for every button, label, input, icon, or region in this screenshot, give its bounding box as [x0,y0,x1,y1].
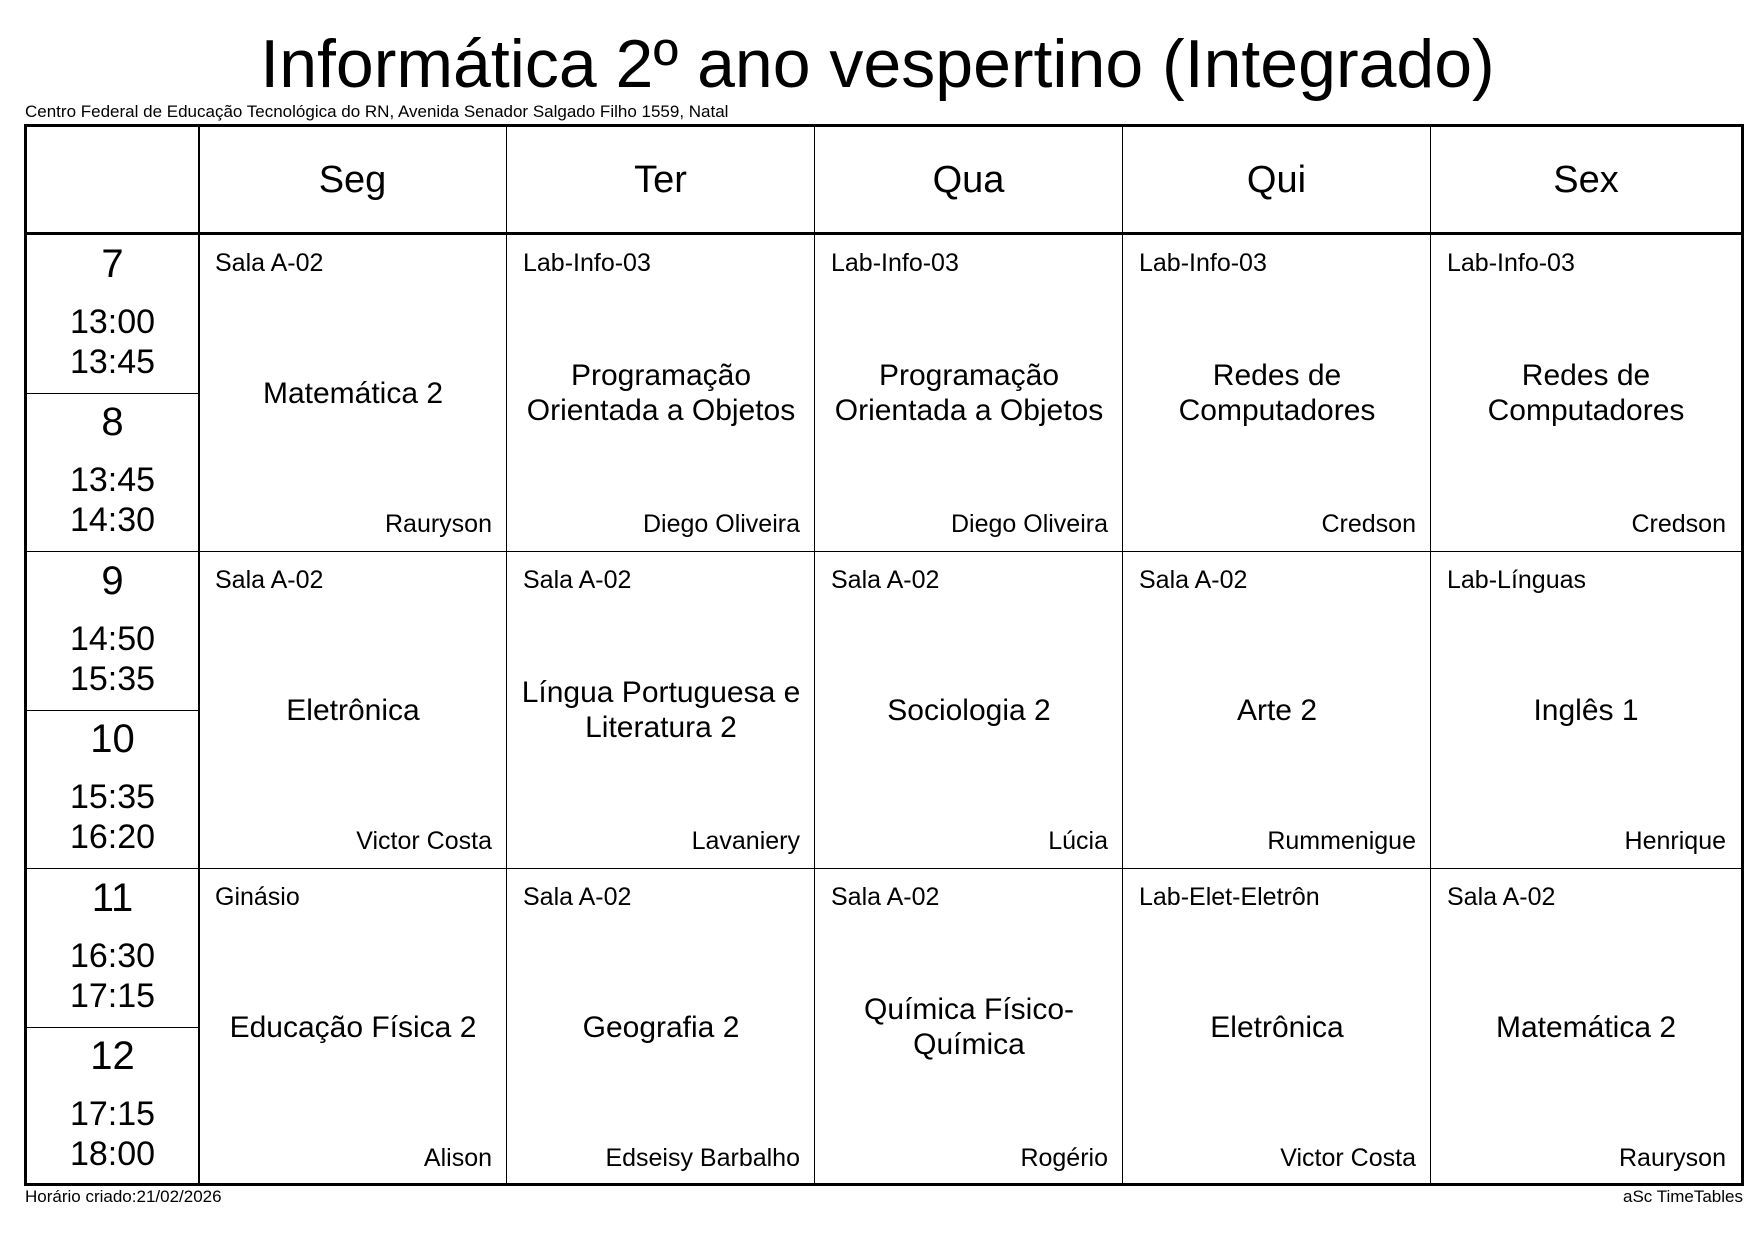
timetable-grid [24,124,1744,1186]
period-end-time: 13:45 [69,343,156,381]
lesson-room: Lab-Elet-Eletrôn [1139,883,1320,911]
period-label [27,552,198,710]
lesson-teacher: Rogério [1020,1144,1108,1172]
period-end-time: 14:30 [69,501,156,539]
day-header-seg: Seg [318,158,387,201]
lesson-cell [199,869,507,1185]
lesson-subject: Inglês 1 [1533,693,1639,727]
day-header-qua: Qua [932,158,1005,201]
lesson-teacher: Rauryson [385,510,492,538]
period-start-time: 16:30 [69,937,156,975]
software-credit: aSc TimeTables [1623,1187,1743,1206]
lesson-subject: Química Físico-Química [863,993,1075,1061]
lesson-teacher: Victor Costa [1280,1144,1416,1172]
lesson-subject: Programação Orientada a Objetos [834,359,1104,427]
lesson-subject: Programação Orientada a Objetos [526,359,796,427]
lesson-room: Sala A-02 [831,883,940,911]
lesson-room: Sala A-02 [1139,566,1248,594]
lesson-teacher: Credson [1321,510,1416,538]
period-start-time: 13:45 [69,461,156,499]
lesson-room: Sala A-02 [523,566,632,594]
period-label [27,235,198,393]
lesson-cell [815,552,1123,868]
lesson-teacher: Diego Oliveira [950,510,1108,538]
school-address: Centro Federal de Educação Tecnológica do RN, Avenida Senador Salgado Filho 1559, Natal [25,102,729,121]
lesson-room: Ginásio [215,883,300,911]
lesson-subject: Geografia 2 [582,1010,740,1044]
lesson-cell [815,869,1123,1185]
lesson-teacher: Credson [1631,510,1726,538]
lesson-teacher: Victor Costa [356,827,492,855]
lesson-subject: Eletrônica [286,693,420,727]
lesson-cell [199,552,507,868]
lesson-cell [1431,869,1741,1185]
lesson-room: Sala A-02 [523,883,632,911]
lesson-teacher: Lúcia [1048,827,1108,855]
lesson-cell [199,235,507,551]
period-number: 7 [101,242,124,286]
created-date: Horário criado:21/02/2026 [25,1187,222,1206]
lesson-teacher: Alison [423,1144,492,1172]
lesson-subject: Sociologia 2 [887,693,1051,727]
lesson-teacher: Henrique [1624,827,1726,855]
lesson-cell [507,869,815,1185]
lesson-room: Sala A-02 [1447,883,1556,911]
period-start-time: 17:15 [69,1095,156,1133]
day-header-qui: Qui [1246,158,1307,201]
lesson-cell [1123,235,1431,551]
lesson-room: Sala A-02 [831,566,940,594]
period-end-time: 15:35 [69,660,156,698]
lesson-teacher: Rauryson [1619,1144,1726,1172]
lesson-subject: Educação Física 2 [229,1010,477,1044]
period-end-time: 16:20 [69,818,156,856]
lesson-teacher: Lavaniery [691,827,800,855]
lesson-subject: Matemática 2 [1495,1010,1677,1044]
period-start-time: 15:35 [69,778,156,816]
lesson-subject: Matemática 2 [262,376,444,410]
day-header-sex: Sex [1553,158,1619,201]
lesson-subject: Eletrônica [1210,1010,1344,1044]
period-number: 10 [90,717,135,761]
period-number: 12 [90,1034,135,1078]
lesson-cell [815,235,1123,551]
period-label [27,393,198,551]
lesson-room: Lab-Info-03 [1139,249,1267,277]
lesson-subject: Redes de Computadores [1487,359,1685,427]
lesson-room: Lab-Info-03 [831,249,959,277]
lesson-teacher: Rummenigue [1267,827,1416,855]
lesson-subject: Arte 2 [1236,693,1318,727]
period-number: 8 [101,400,124,444]
lesson-room: Lab-Línguas [1447,566,1587,594]
period-start-time: 14:50 [69,620,156,658]
lesson-teacher: Diego Oliveira [642,510,800,538]
page-title: Informática 2º ano vespertino (Integrado) [260,26,1495,102]
period-end-time: 18:00 [69,1135,156,1173]
lesson-room: Sala A-02 [215,249,324,277]
lesson-cell [507,552,815,868]
lesson-cell [1431,552,1741,868]
day-header-ter: Ter [634,158,687,201]
period-label [27,869,198,1027]
lesson-subject: Redes de Computadores [1178,359,1376,427]
lesson-room: Lab-Info-03 [1447,249,1575,277]
period-number: 9 [101,559,124,603]
lesson-room: Sala A-02 [215,566,324,594]
lesson-cell [1123,869,1431,1185]
period-label [27,1027,198,1185]
lesson-cell [1431,235,1741,551]
lesson-room: Lab-Info-03 [523,249,651,277]
lesson-cell [1123,552,1431,868]
period-label [27,710,198,868]
lesson-subject: Língua Portuguesa e Literatura 2 [521,676,801,744]
period-start-time: 13:00 [69,303,156,341]
period-end-time: 17:15 [69,977,156,1015]
lesson-teacher: Edseisy Barbalho [605,1144,800,1172]
period-number: 11 [91,876,134,920]
lesson-cell [507,235,815,551]
